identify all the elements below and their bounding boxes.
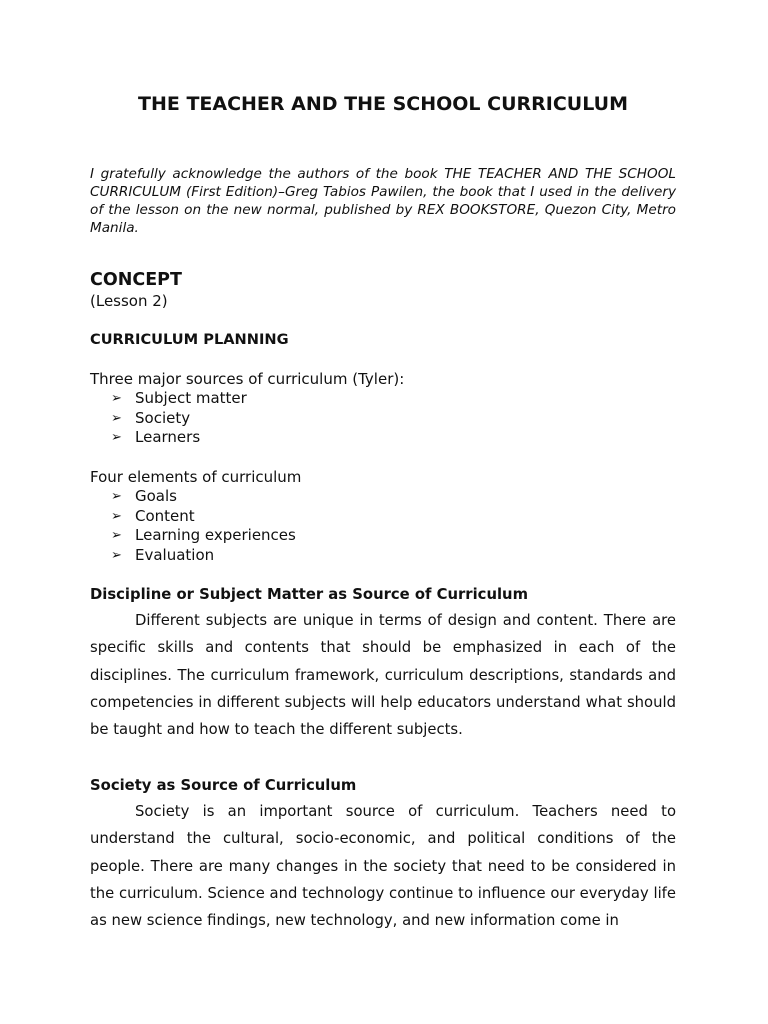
list-item-label: Learners — [135, 428, 201, 447]
list-item-label: Society — [135, 408, 191, 427]
list-item-label: Goals — [135, 487, 177, 505]
list-item — [90, 409, 247, 429]
list-item-label: Evaluation — [135, 545, 215, 564]
arrow-bullet-icon: ➢ — [111, 508, 122, 524]
lesson-label: (Lesson 2) — [90, 292, 168, 310]
list-item — [90, 507, 296, 527]
arrow-bullet-icon: ➢ — [111, 547, 122, 563]
discipline-heading: Discipline or Subject Matter as Source of Curriculum — [90, 586, 529, 603]
arrow-bullet-icon: ➢ — [111, 410, 122, 426]
document-title: THE TEACHER AND THE SCHOOL CURRICULUM — [137, 93, 628, 115]
acknowledgement-paragraph: I gratefully acknowledge the authors of the book THE TEACHER AND THE SCHOOL CURRICULUM (First Edition)–Greg Tabios Pawilen, the book that I used in the delivery of the lesson on the new normal, published by REX BOOKSTORE, Quezon City, Metro Manila. — [90, 166, 676, 236]
arrow-bullet-icon: ➢ — [111, 489, 122, 504]
sources-list — [90, 389, 247, 448]
arrow-bullet-icon: ➢ — [111, 391, 122, 406]
elements-intro: Four elements of curriculum — [90, 468, 302, 486]
society-heading: Society as Source of Curriculum — [90, 777, 357, 794]
concept-heading: CONCEPT — [90, 270, 182, 290]
arrow-bullet-icon: ➢ — [111, 430, 122, 446]
list-item-label: Learning experiences — [135, 526, 296, 545]
discipline-paragraph: Different subjects are unique in terms of design and content. There are specific skills and contents that should be emphasized in each of the disciplines. The curriculum framework, curriculum descriptions, standards and competencies in different subjects will help educators understand what should be taught and how to teach the different subjects. — [90, 612, 676, 739]
elements-list — [90, 487, 296, 565]
list-item — [90, 428, 247, 448]
list-item-label: Subject matter — [135, 389, 247, 407]
arrow-bullet-icon: ➢ — [111, 528, 122, 544]
sources-intro: Three major sources of curriculum (Tyler): — [90, 370, 405, 388]
list-item — [90, 487, 296, 507]
list-item — [90, 546, 296, 566]
list-item — [90, 389, 247, 409]
list-item-label: Content — [135, 506, 195, 525]
society-paragraph: Society is an important source of curriculum. Teachers need to understand the cultural, socio-economic, and political conditions of the people. There are many changes in the society that need to be considered in the curriculum. Science and technology continue to influence our everyday life as new science findings, new technology, and new information come in — [90, 803, 676, 930]
list-item — [90, 526, 296, 546]
curriculum-planning-heading: CURRICULUM PLANNING — [90, 331, 289, 348]
